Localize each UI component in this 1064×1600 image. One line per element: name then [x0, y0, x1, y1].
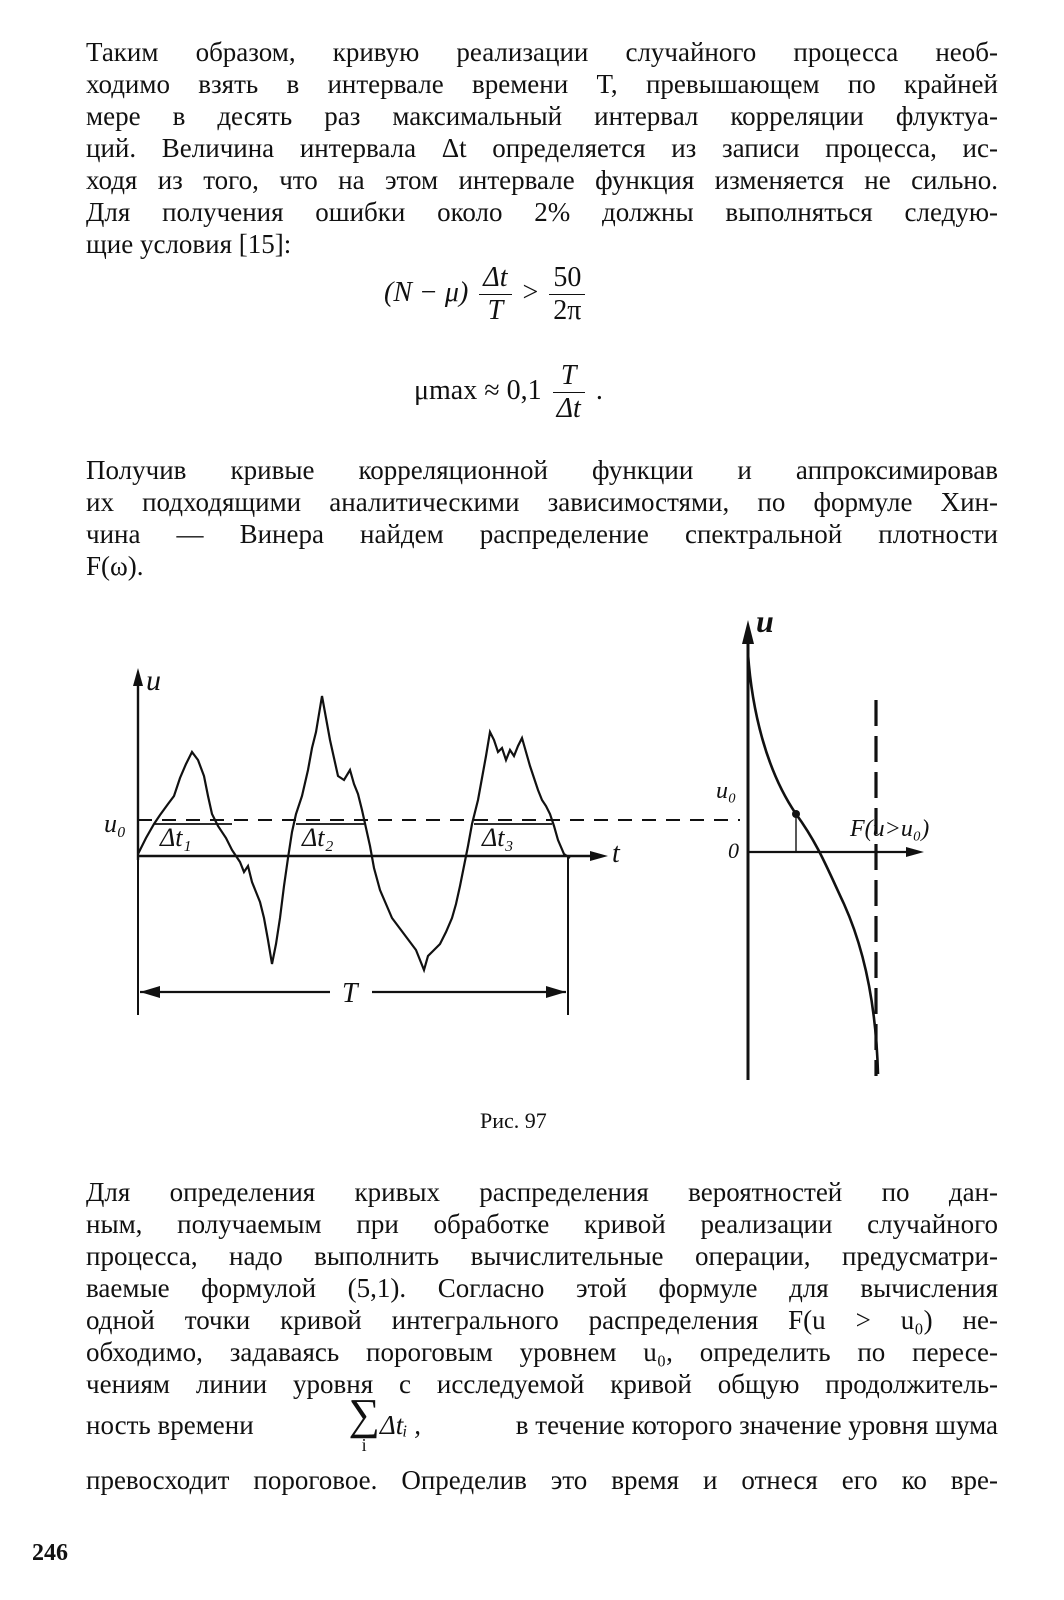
left-level-label: u₀ — [104, 809, 127, 838]
left-x-label: t — [612, 838, 620, 869]
formula-operator: > — [522, 276, 539, 308]
formula-condition-1 — [384, 262, 589, 327]
text-line: F(ω). — [86, 551, 144, 581]
sum-expression — [348, 1390, 421, 1455]
text-line: обходимо, задаваясь пороговым уровнем u₀, определить по пересе- — [86, 1337, 998, 1367]
text-line: ций. Величина интервала Δt определяется из записи процесса, ис- — [86, 133, 998, 163]
right-x-arrow-icon — [906, 847, 924, 857]
paragraph-2 — [86, 196, 998, 260]
interval-label-2: Δt₂ — [302, 823, 334, 852]
fraction — [479, 262, 511, 327]
left-y-label: u — [146, 664, 161, 697]
fraction-denominator: 2π — [553, 295, 582, 326]
text-line: Для определения кривых распределения вероятностей по дан- — [86, 1177, 998, 1207]
text-line: ходя из того, что на этом интервале функция изменяется не сильно. — [86, 165, 998, 195]
distribution-curve — [748, 654, 878, 1074]
formula-left: (N − μ) — [384, 276, 469, 308]
formula-left: μmax ≈ 0,1 — [414, 374, 542, 406]
text-line: процесса, надо выполнить вычислительные операции, предусматри- — [86, 1241, 998, 1271]
sum-symbol — [348, 1390, 380, 1455]
page-number: 246 — [32, 1540, 68, 1566]
fraction-denominator: T — [487, 295, 504, 326]
span-arrow-left-icon — [140, 986, 160, 998]
sum-line-before: ность времени — [86, 1409, 254, 1440]
interval-label-1: Δt₁ — [160, 823, 192, 852]
text-line: их подходящими аналитическими зависимостями, по формуле Хин- — [86, 487, 998, 517]
left-x-arrow-icon — [590, 851, 608, 861]
text-line: мере в десять раз максимальный интервал корреляции флуктуа- — [86, 101, 998, 131]
span-label: T — [342, 978, 358, 1009]
text-line: ходимо взять в интервале времени T, превышающем по крайней — [86, 69, 998, 99]
interval-label-3: Δt₃ — [482, 823, 514, 852]
text-line: одной точки кривой интегрального распределения F(u > u₀) не- — [86, 1305, 998, 1335]
text-line: превосходит пороговое. Определив это время и отнеся его ко вре- — [86, 1465, 998, 1495]
sum-term: Δtᵢ , — [379, 1409, 421, 1440]
right-zero-label: 0 — [728, 838, 739, 863]
right-level-label: u₀ — [716, 778, 737, 804]
fraction-numerator: Δt — [479, 262, 511, 295]
fraction-denominator: Δt — [556, 393, 581, 424]
formula-tail: . — [595, 374, 603, 406]
text-line: щие условия [15]: — [86, 229, 292, 259]
left-plot-labels — [104, 664, 621, 1009]
fraction — [553, 360, 585, 425]
paragraph-5 — [86, 1464, 998, 1496]
text-line: Таким образом, кривую реализации случайного процесса необ- — [86, 37, 998, 67]
right-curve-label: F(u>u₀) — [850, 816, 930, 842]
formula-condition-2 — [414, 360, 603, 425]
sum-index: i — [361, 1435, 367, 1455]
paragraph-1 — [86, 36, 998, 196]
text-line: ным, получаемым при обработке кривой реализации случайного — [86, 1209, 998, 1239]
text-line: Получив кривые корреляционной функции и аппроксимировав — [86, 455, 998, 485]
left-plot — [133, 668, 740, 1015]
level-point-icon — [792, 810, 800, 818]
fraction — [549, 262, 585, 327]
paragraph-3 — [86, 454, 998, 582]
right-y-label: u — [756, 603, 774, 639]
paragraph-4 — [86, 1176, 998, 1400]
fraction-numerator: T — [553, 360, 585, 393]
figure-caption: Рис. 97 — [480, 1108, 547, 1133]
left-y-arrow-icon — [133, 668, 143, 686]
sigma-glyph: ∑ — [348, 1390, 380, 1439]
text-line: ваемые формулой (5,1). Согласно этой формуле для вычисления — [86, 1273, 998, 1303]
text-line: чина — Винера найдем распределение спектральной плотности — [86, 519, 998, 549]
text-line: Для получения ошибки около 2% должны выполняться следую- — [86, 197, 998, 227]
span-arrow-right-icon — [546, 986, 566, 998]
sum-line-after: в течение которого значение уровня шума — [515, 1409, 998, 1440]
figure-97 — [0, 600, 1064, 1100]
right-plot — [742, 620, 924, 1080]
fraction-numerator: 50 — [549, 262, 585, 295]
right-y-arrow-icon — [742, 620, 754, 644]
text-line: чениям линии уровня с исследуемой кривой общую продолжитель- — [86, 1369, 998, 1399]
sum-line — [86, 1390, 998, 1460]
